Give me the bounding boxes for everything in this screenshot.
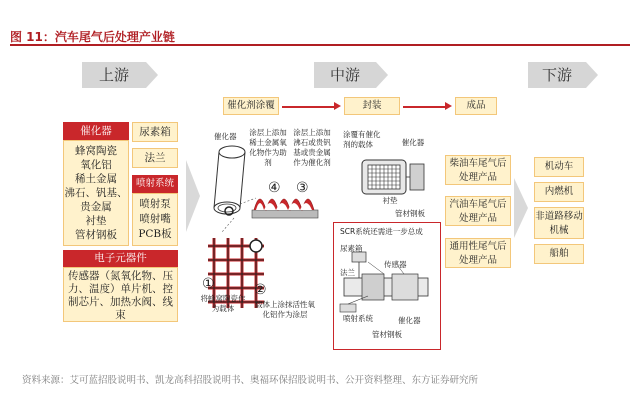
product-diesel: 柴油车尾气后处理产品 [445,155,511,185]
step-arrow-1-head [334,102,341,110]
alumina-coating-text: 载体上涂抹活性氧化铝作为涂层 [255,300,315,319]
catalyst-materials [63,140,129,246]
scr-urea-tank: 尿素箱 [340,244,363,253]
scr-flange: 法兰 [340,268,355,277]
material-zeolite-vanadium: 沸石、钒基、 [64,187,128,199]
scr-spray-system: 喷射系统 [343,314,373,323]
scr-catalyst: 催化器 [398,316,421,325]
coating-text-rare-earth: 涂层上添加稀土金属氧化物作为助剂 [249,128,287,167]
stage-upstream-notch [70,62,82,88]
marker-3: ③ [296,180,309,196]
downstream-engine: 内燃机 [534,182,584,202]
product-general: 通用性尾气后处理产品 [445,238,511,268]
stage-upstream: 上游 [82,62,146,88]
material-honeycomb-ceramic: 蜂窝陶瓷 [75,145,117,157]
spray-system-header: 喷射系统 [132,175,178,193]
honeycomb-carrier-text: 将蜂窝陶瓷作为载体 [200,294,246,313]
flange-box: 法兰 [132,148,178,168]
material-liner: 衬垫 [85,215,107,227]
step-finished: 成品 [455,97,497,115]
marker-2: ② [254,282,267,298]
figure-title: 图 11：汽车尾气后处理产业链 [10,30,175,44]
stage-midstream: 中游 [314,62,376,88]
electronics-header: 电子元器件 [63,250,178,267]
stage-downstream: 下游 [528,62,586,88]
pcb-board: PCB板 [138,228,172,240]
step-packaging: 封装 [344,97,400,115]
step-coating: 催化剂涂覆 [223,97,279,115]
scr-pipe: 管材钢板 [372,330,402,339]
catalyst-label-2: 催化器 [401,138,425,147]
downstream-offroad-machinery: 非道路移动机械 [534,207,584,239]
pipe-label: 管材钢板 [395,209,425,218]
stage-midstream-arrow [376,62,388,88]
downstream-motor-vehicle: 机动车 [534,157,584,177]
catalyst-label: 催化器 [214,132,237,141]
electronics-items: 传感器（氮氧化物、压力、温度）单片机、控制芯片、加热水阀、线束 [63,267,178,322]
marker-4: ④ [268,180,281,196]
scr-sensor: 传感器 [384,260,407,269]
material-alumina: 氧化铝 [80,159,112,171]
step-arrow-1 [282,106,336,108]
spray-nozzle: 喷射嘴 [139,213,171,225]
stage-downstream-arrow [586,62,598,88]
material-precious-metal: 贵金属 [80,201,112,213]
urea-tank-box: 尿素箱 [132,122,178,142]
coated-carrier-text: 涂覆有催化剂的载体 [343,130,381,149]
stage-upstream-arrow [146,62,158,88]
spray-pump: 喷射泵 [139,198,171,210]
step-arrow-2-head [445,102,452,110]
marker-1: ① [202,276,215,292]
source-note: 资料来源：艾可蓝招股说明书、凯龙高科招股说明书、奥福环保招股说明书、公开资料整理、东方证券研究所 [22,375,479,386]
scr-title: SCR系统还需进一步总成 [340,227,423,236]
spray-items [132,193,178,246]
title-rule [10,44,630,46]
liner-label: 衬垫 [382,196,398,205]
coating-text-zeolite: 涂层上添加沸石或贵钒基或贵金属作为催化剂 [293,128,331,167]
catalyst-header: 催化器 [63,122,129,140]
product-gasoline: 汽油车尾气后处理产品 [445,196,511,226]
product-to-downstream-chevron [514,178,528,238]
material-rare-earth: 稀土金属 [75,173,117,185]
material-steel-pipe: 管材钢板 [75,229,117,241]
downstream-ship: 船舶 [534,244,584,264]
step-arrow-2 [403,106,447,108]
